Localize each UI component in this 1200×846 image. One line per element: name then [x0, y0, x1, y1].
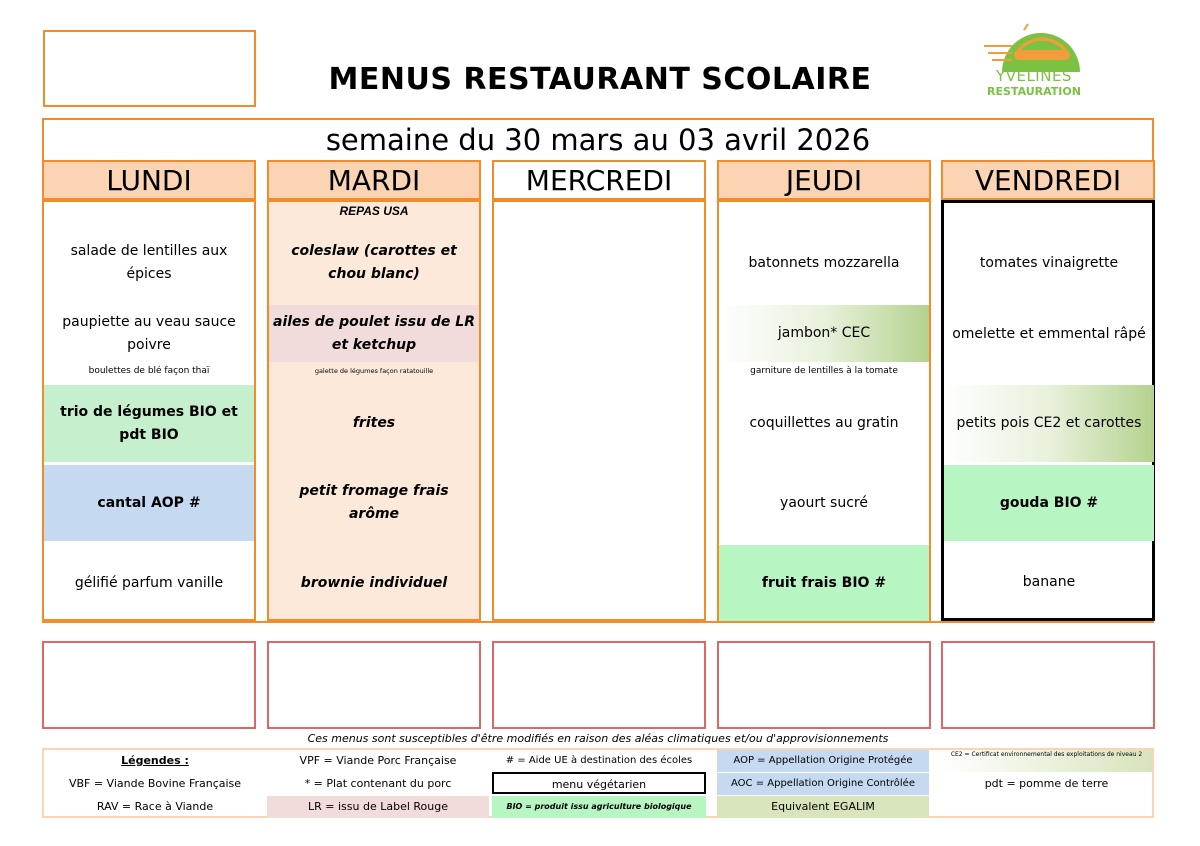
bottom-box-jeudi — [717, 641, 931, 729]
legend-veg: menu végétarien — [492, 772, 706, 794]
day-header-mercredi: MERCREDI — [492, 160, 706, 200]
yvelines-logo — [974, 22, 1094, 102]
mardi-plat: ailes de poulet issu de LR et ketchup — [269, 305, 479, 362]
day-header-vendredi: VENDREDI — [941, 160, 1155, 200]
lundi-plat: paupiette au veau sauce poivre — [62, 314, 236, 353]
lundi-accompagnement: trio de légumes BIO et pdt BIO — [44, 385, 254, 462]
mardi-entree: coleslaw (carottes et chou blanc) — [291, 243, 457, 282]
legend-aoc: AOC = Appellation Origine Contrôlée — [717, 773, 929, 795]
mardi-theme: REPAS USA — [339, 204, 409, 218]
jeudi-entree: batonnets mozzarella — [748, 254, 900, 271]
legend-ce2: CE2 = Certificat environnemental des exploitations de niveau 2 — [941, 750, 1152, 772]
jeudi-plat: jambon* CEC — [719, 305, 929, 362]
vendredi-dessert: banane — [1022, 573, 1076, 590]
legend-pdt: pdt = pomme de terre — [984, 777, 1109, 790]
legend-bio: BIO = produit issu agriculture biologique — [492, 796, 706, 818]
logo-sun-icon — [974, 22, 1094, 72]
legend-lr: LR = issu de Label Rouge — [267, 796, 489, 818]
legend-vbf: VBF = Viande Bovine Française — [68, 777, 242, 790]
vendredi-entree: tomates vinaigrette — [979, 254, 1119, 271]
page-title: MENUS RESTAURANT SCOLAIRE — [328, 62, 872, 97]
day-header-mardi: MARDI — [267, 160, 481, 200]
legend-egalim: Equivalent EGALIM — [717, 796, 929, 818]
logo-text-yvelines: YVELINES — [996, 67, 1072, 85]
day-header-lundi: LUNDI — [42, 160, 256, 200]
logo-text-restauration: RESTAURATION — [987, 85, 1081, 98]
mardi-alternative: galette de légumes façon ratatouille — [314, 367, 434, 375]
bottom-box-lundi — [42, 641, 256, 729]
vendredi-plat: omelette et emmental râpé — [952, 325, 1146, 342]
lundi-laitage: cantal AOP # — [44, 465, 254, 541]
mardi-laitage: petit fromage frais arôme — [299, 483, 449, 522]
legend-aop: AOP = Appellation Origine Protégée — [717, 750, 929, 772]
lundi-alternative: boulettes de blé façon thaï — [88, 366, 210, 376]
legend-porc: * = Plat contenant du porc — [304, 777, 452, 790]
top-left-box — [43, 30, 256, 107]
legend-rav: RAV = Race à Viande — [96, 800, 214, 813]
bottom-box-vendredi — [941, 641, 1155, 729]
vendredi-laitage: gouda BIO # — [944, 465, 1154, 541]
jeudi-laitage: yaourt sucré — [780, 494, 868, 511]
day-column-mercredi — [492, 200, 706, 621]
bottom-box-mercredi — [492, 641, 706, 729]
legend-vpf: VPF = Viande Porc Française — [299, 754, 457, 767]
vendredi-accompagnement: petits pois CE2 et carottes — [944, 385, 1154, 462]
notice-text: Ces menus sont susceptibles d'être modifiés en raison des aléas climatiques et/ou d'approvisionnements — [307, 732, 889, 745]
legend-aide: # = Aide UE à destination des écoles — [505, 755, 693, 766]
week-title: semaine du 30 mars au 03 avril 2026 — [325, 123, 871, 157]
lundi-dessert: gélifié parfum vanille — [74, 574, 224, 591]
jeudi-alternative: garniture de lentilles à la tomate — [750, 366, 898, 376]
day-header-jeudi: JEUDI — [717, 160, 931, 200]
mardi-accompagnement: frites — [352, 415, 396, 431]
lundi-entree: salade de lentilles aux épices — [70, 243, 228, 282]
jeudi-accompagnement: coquillettes au gratin — [749, 415, 899, 431]
legend-title: Légendes : — [121, 754, 189, 767]
jeudi-dessert: fruit frais BIO # — [719, 545, 929, 621]
mardi-dessert: brownie individuel — [300, 574, 448, 591]
bottom-box-mardi — [267, 641, 481, 729]
